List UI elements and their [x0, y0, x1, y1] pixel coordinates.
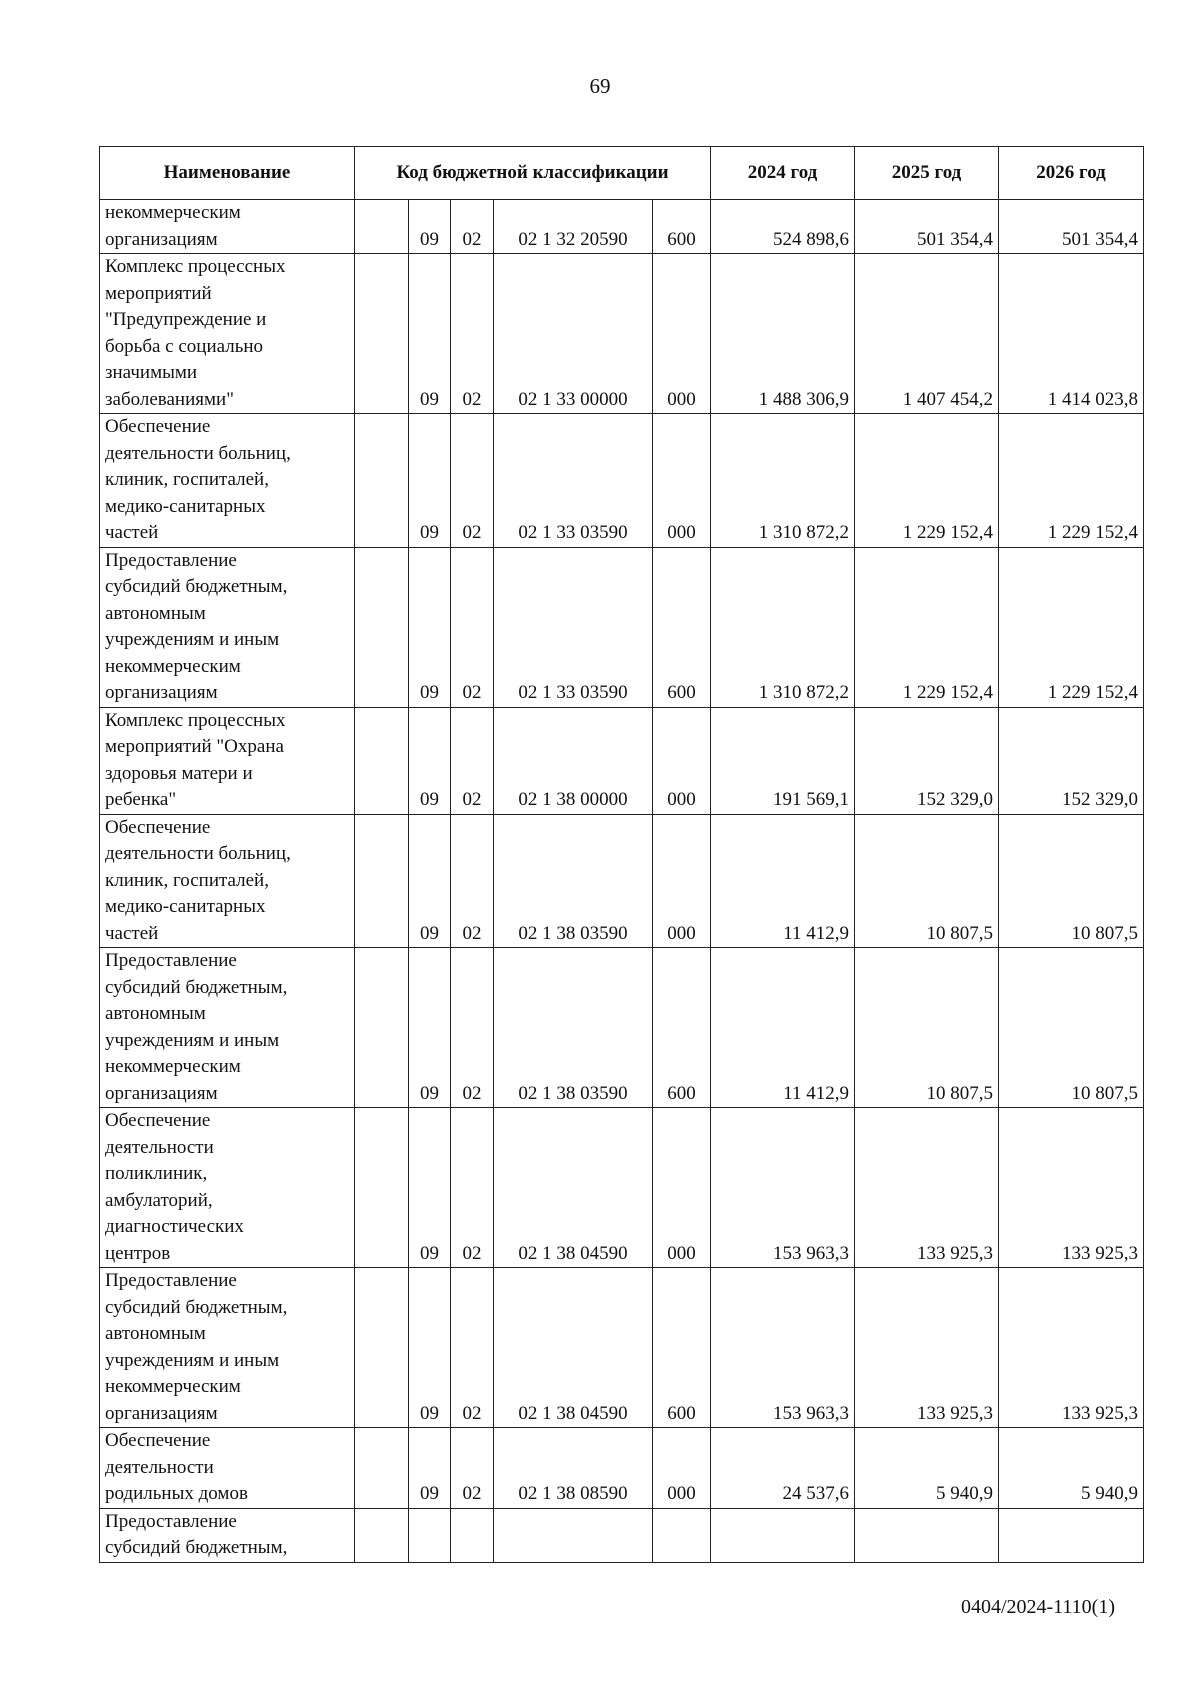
- cell-2024: [711, 1508, 855, 1562]
- cell-code-empty: [355, 414, 409, 548]
- table-row: [100, 414, 1144, 548]
- cell-2025: 10 807,5: [855, 948, 999, 1108]
- header-2024: 2024 год: [711, 147, 855, 200]
- budget-table: [99, 146, 1144, 1563]
- cell-2025: 1 229 152,4: [855, 414, 999, 548]
- table-row: [100, 1108, 1144, 1268]
- cell-name: Предоставление субсидий бюджетным, автономным учреждениям и иным некоммерческим организациям: [100, 1268, 355, 1428]
- cell-2025: 1 407 454,2: [855, 254, 999, 414]
- cell-name: Комплекс процессных мероприятий "Охрана здоровья матери и ребенка": [100, 707, 355, 814]
- cell-2024: 153 963,3: [711, 1268, 855, 1428]
- cell-code-empty: [355, 948, 409, 1108]
- cell-name: Обеспечение деятельности больниц, клиник, госпиталей, медико-санитарных частей: [100, 414, 355, 548]
- cell-2024: 24 537,6: [711, 1428, 855, 1509]
- cell-2024: 11 412,9: [711, 814, 855, 948]
- cell-2026: [999, 1508, 1144, 1562]
- cell-name: Предоставление субсидий бюджетным,: [100, 1508, 355, 1562]
- table-row: [100, 948, 1144, 1108]
- cell-2025: [855, 1508, 999, 1562]
- table-row: [100, 1268, 1144, 1428]
- cell-expense-type: 000: [653, 707, 711, 814]
- cell-2026: 133 925,3: [999, 1268, 1144, 1428]
- cell-2024: 524 898,6: [711, 200, 855, 254]
- cell-subsection: 02: [451, 707, 494, 814]
- cell-name: Комплекс процессных мероприятий "Предупреждение и борьба с социально значимыми заболеваниями": [100, 254, 355, 414]
- cell-2026: 152 329,0: [999, 707, 1144, 814]
- cell-code-empty: [355, 1428, 409, 1509]
- cell-expense-type: 600: [653, 948, 711, 1108]
- cell-target-article: 02 1 32 20590: [494, 200, 653, 254]
- cell-2025: 152 329,0: [855, 707, 999, 814]
- cell-subsection: 02: [451, 254, 494, 414]
- cell-2025: 501 354,4: [855, 200, 999, 254]
- cell-subsection: 02: [451, 547, 494, 707]
- cell-2025: 10 807,5: [855, 814, 999, 948]
- cell-name: некоммерческим организациям: [100, 200, 355, 254]
- cell-section: [409, 1508, 451, 1562]
- cell-target-article: 02 1 33 00000: [494, 254, 653, 414]
- cell-2026: 1 229 152,4: [999, 547, 1144, 707]
- cell-subsection: 02: [451, 1268, 494, 1428]
- cell-section: 09: [409, 1428, 451, 1509]
- cell-code-empty: [355, 1508, 409, 1562]
- cell-target-article: 02 1 38 04590: [494, 1108, 653, 1268]
- cell-2026: 501 354,4: [999, 200, 1144, 254]
- cell-expense-type: 000: [653, 254, 711, 414]
- cell-target-article: 02 1 38 03590: [494, 948, 653, 1108]
- cell-2026: 5 940,9: [999, 1428, 1144, 1509]
- cell-target-article: 02 1 38 08590: [494, 1428, 653, 1509]
- cell-section: 09: [409, 414, 451, 548]
- cell-name: Предоставление субсидий бюджетным, автономным учреждениям и иным некоммерческим организациям: [100, 547, 355, 707]
- cell-2025: 133 925,3: [855, 1268, 999, 1428]
- cell-code-empty: [355, 1108, 409, 1268]
- cell-target-article: [494, 1508, 653, 1562]
- cell-expense-type: 000: [653, 1108, 711, 1268]
- cell-2025: 1 229 152,4: [855, 547, 999, 707]
- cell-code-empty: [355, 254, 409, 414]
- cell-subsection: 02: [451, 200, 494, 254]
- header-2025: 2025 год: [855, 147, 999, 200]
- cell-target-article: 02 1 38 03590: [494, 814, 653, 948]
- cell-section: 09: [409, 707, 451, 814]
- header-name: Наименование: [100, 147, 355, 200]
- cell-target-article: 02 1 33 03590: [494, 547, 653, 707]
- cell-section: 09: [409, 814, 451, 948]
- cell-code-empty: [355, 1268, 409, 1428]
- cell-subsection: 02: [451, 1428, 494, 1509]
- table-row: [100, 1508, 1144, 1562]
- cell-2025: 133 925,3: [855, 1108, 999, 1268]
- cell-2026: 1 229 152,4: [999, 414, 1144, 548]
- cell-expense-type: 600: [653, 1268, 711, 1428]
- cell-2024: 1 310 872,2: [711, 414, 855, 548]
- cell-section: 09: [409, 948, 451, 1108]
- cell-code-empty: [355, 200, 409, 254]
- cell-subsection: 02: [451, 814, 494, 948]
- cell-2026: 10 807,5: [999, 948, 1144, 1108]
- cell-name: Обеспечение деятельности родильных домов: [100, 1428, 355, 1509]
- cell-subsection: 02: [451, 414, 494, 548]
- cell-section: 09: [409, 547, 451, 707]
- cell-expense-type: 000: [653, 1428, 711, 1509]
- cell-section: 09: [409, 254, 451, 414]
- cell-2024: 1 488 306,9: [711, 254, 855, 414]
- cell-target-article: 02 1 33 03590: [494, 414, 653, 548]
- cell-target-article: 02 1 38 04590: [494, 1268, 653, 1428]
- cell-2024: 11 412,9: [711, 948, 855, 1108]
- cell-2024: 153 963,3: [711, 1108, 855, 1268]
- cell-2026: 10 807,5: [999, 814, 1144, 948]
- cell-name: Обеспечение деятельности больниц, клиник, госпиталей, медико-санитарных частей: [100, 814, 355, 948]
- cell-2024: 191 569,1: [711, 707, 855, 814]
- table-row: [100, 707, 1144, 814]
- cell-target-article: 02 1 38 00000: [494, 707, 653, 814]
- cell-2025: 5 940,9: [855, 1428, 999, 1509]
- table-header-row: [100, 147, 1144, 200]
- cell-subsection: [451, 1508, 494, 1562]
- cell-expense-type: [653, 1508, 711, 1562]
- cell-code-empty: [355, 547, 409, 707]
- cell-expense-type: 000: [653, 814, 711, 948]
- cell-section: 09: [409, 1268, 451, 1428]
- table-row: [100, 814, 1144, 948]
- cell-2024: 1 310 872,2: [711, 547, 855, 707]
- page-number: 69: [589, 74, 611, 98]
- cell-code-empty: [355, 707, 409, 814]
- cell-name: Обеспечение деятельности поликлиник, амбулаторий, диагностических центров: [100, 1108, 355, 1268]
- header-code: Код бюджетной классификации: [355, 147, 711, 200]
- table-row: [100, 547, 1144, 707]
- cell-subsection: 02: [451, 1108, 494, 1268]
- cell-2026: 1 414 023,8: [999, 254, 1144, 414]
- cell-2026: 133 925,3: [999, 1108, 1144, 1268]
- table-row: [100, 200, 1144, 254]
- cell-expense-type: 600: [653, 200, 711, 254]
- cell-section: 09: [409, 200, 451, 254]
- table-row: [100, 254, 1144, 414]
- cell-name: Предоставление субсидий бюджетным, автономным учреждениям и иным некоммерческим организациям: [100, 948, 355, 1108]
- cell-subsection: 02: [451, 948, 494, 1108]
- document-code: 0404/2024-1110(1): [960, 1596, 1115, 1618]
- cell-expense-type: 600: [653, 547, 711, 707]
- cell-section: 09: [409, 1108, 451, 1268]
- table-body: [100, 200, 1144, 1563]
- cell-expense-type: 000: [653, 414, 711, 548]
- header-2026: 2026 год: [999, 147, 1144, 200]
- cell-code-empty: [355, 814, 409, 948]
- table-row: [100, 1428, 1144, 1509]
